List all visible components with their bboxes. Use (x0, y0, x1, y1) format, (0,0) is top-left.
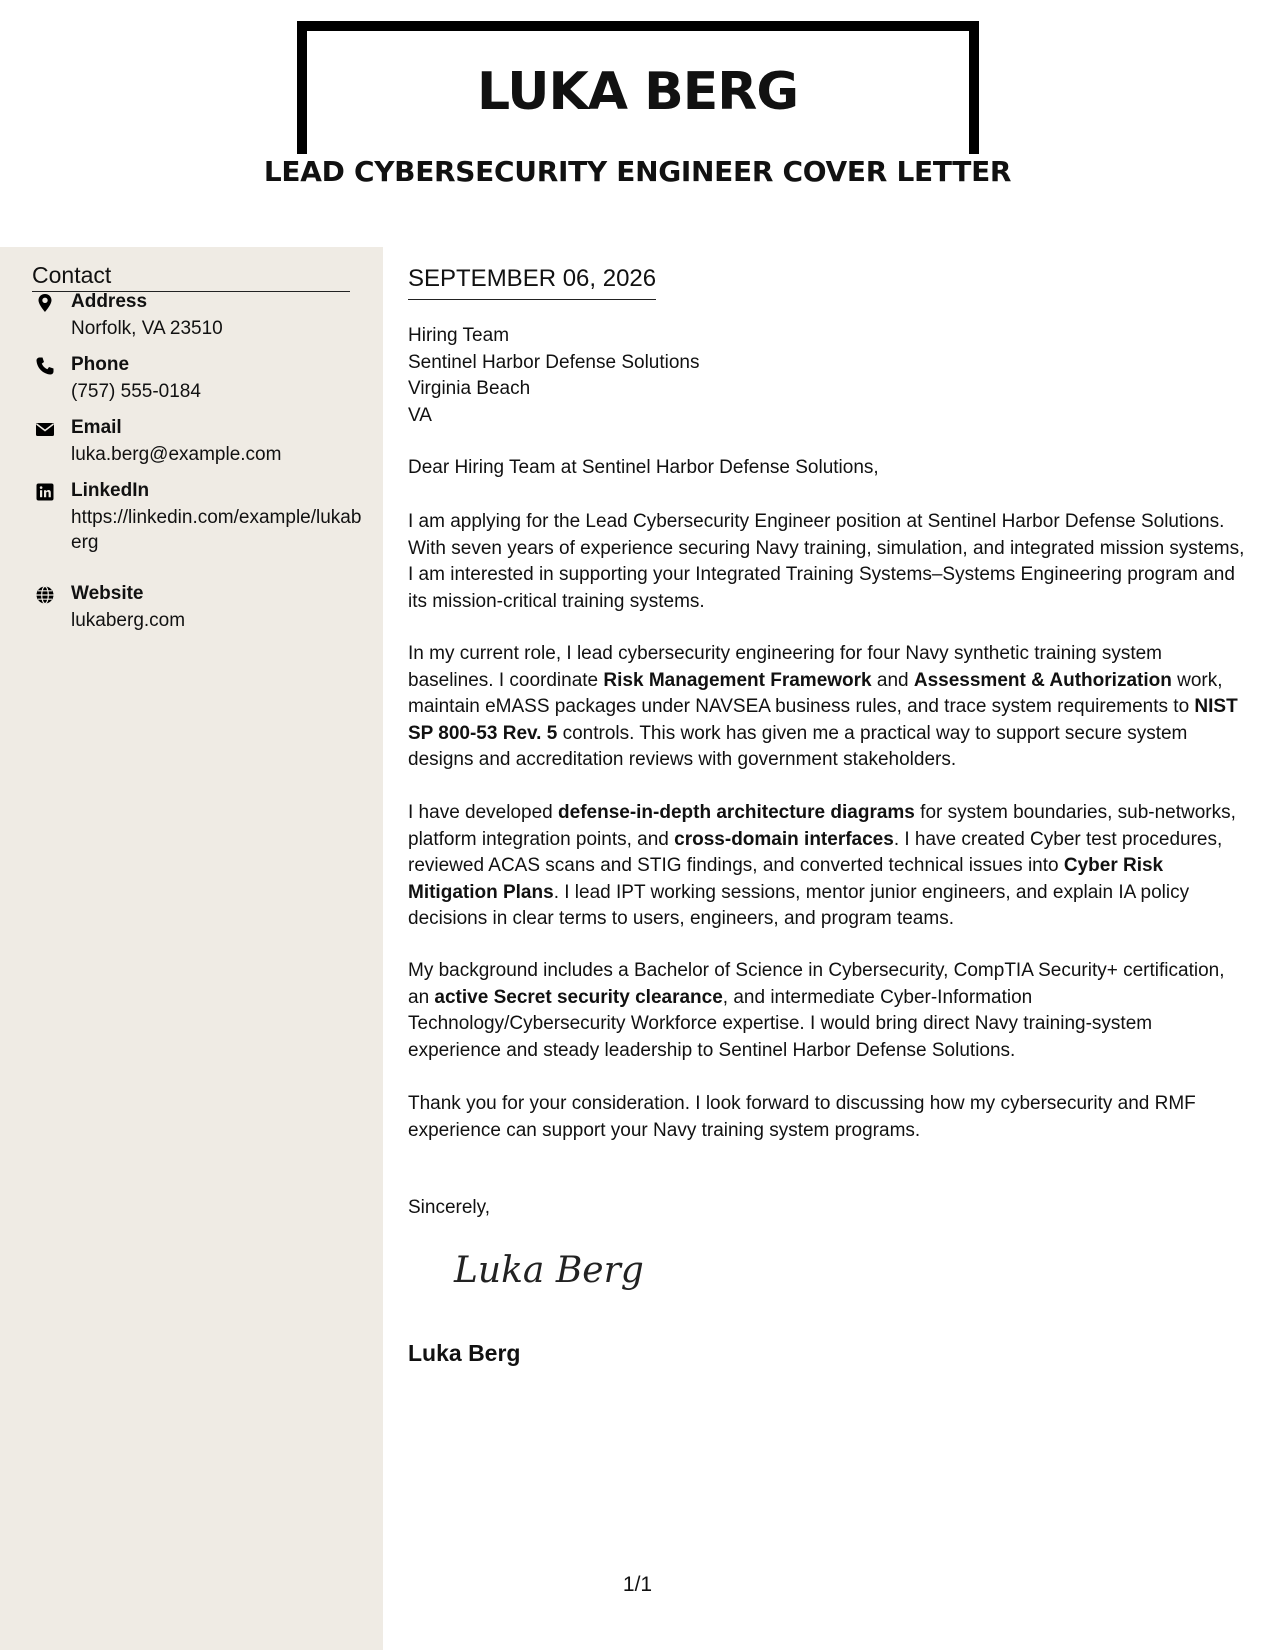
linkedin-icon (35, 482, 55, 502)
paragraph-text: and (871, 669, 914, 691)
contact-linkedin (32, 480, 362, 555)
contact-phone (32, 354, 362, 404)
paragraph-text: I am applying for the Lead Cybersecurity Engineer position at Sentinel Harbor Defense Solutions. With seven years of experience securing Navy training, simulation, and integrated mission systems, I am interested in supporting your Integrated Training Systems–Systems Engineering program and its mission-critical training systems. (408, 511, 1245, 612)
linkedin-value[interactable]: https://linkedin.com/example/lukaberg (71, 507, 362, 553)
map-pin-icon (35, 293, 55, 313)
website-label: Website (71, 583, 144, 604)
paragraph-text: , and intermediate Cyber-Information Technology/Cybersecurity Workforce expertise. I would bring direct Navy training-system experience and steady leadership to Sentinel Harbor Defense Solutions. (408, 986, 1153, 1061)
page-number: 1/1 (622, 1573, 653, 1596)
emphasized-text: defense-in-depth architecture diagrams (558, 802, 915, 823)
paragraph-text: controls. This work has given me a practical way to support secure system designs and accreditation reviews with government stakeholders. (408, 722, 1188, 770)
linkedin-label: LinkedIn (71, 480, 150, 501)
phone-value: (757) 555-0184 (71, 381, 201, 402)
closing: Sincerely, (408, 1197, 491, 1218)
body-paragraph (408, 958, 1248, 1064)
handwritten-signature: Luka Berg (454, 1250, 644, 1291)
paragraph-text: My background includes a Bachelor of Science in Cybersecurity, CompTIA Security+ certification, an (408, 960, 1225, 1008)
recipient-line: Hiring Team (408, 325, 510, 346)
salutation: Dear Hiring Team at Sentinel Harbor Defense Solutions, (408, 457, 879, 478)
emphasized-text: active Secret security clearance (434, 986, 723, 1008)
paragraph-text: for system boundaries, sub-networks, platform integration points, and (408, 802, 1236, 850)
contact-website (32, 583, 362, 633)
paragraph-text: work, maintain eMASS packages under NAVSEA business rules, and trace system requirements to (408, 669, 1223, 717)
contact-email (32, 417, 362, 467)
globe-icon (35, 585, 55, 605)
address-value: Norfolk, VA 23510 (71, 318, 223, 339)
recipient-line: VA (408, 404, 432, 426)
phone-label: Phone (71, 354, 130, 375)
applicant-name: LUKA BERG (476, 62, 799, 122)
signer-name: Luka Berg (408, 1340, 521, 1366)
emphasized-text: NIST SP 800-53 Rev. 5 (408, 696, 1238, 744)
phone-icon (35, 356, 55, 376)
paragraph-text: In my current role, I lead cybersecurity engineering for four Navy synthetic training system baselines. I coordinate (408, 643, 1162, 691)
contact-heading: Contact (32, 262, 350, 292)
body-paragraph (408, 800, 1248, 933)
document-title: LEAD CYBERSECURITY ENGINEER COVER LETTER (263, 155, 1012, 188)
letter-date: SEPTEMBER 06, 2026 (408, 265, 656, 300)
email-label: Email (71, 417, 122, 438)
recipient-line: Virginia Beach (408, 378, 531, 399)
body-paragraph (408, 1091, 1248, 1144)
recipient-line: Sentinel Harbor Defense Solutions (408, 351, 700, 373)
paragraph-text: . I have created Cyber test procedures, reviewed ACAS scans and STIG findings, and converted technical issues into (408, 828, 1223, 876)
paragraph-text: . I lead IPT working sessions, mentor junior engineers, and explain IA policy decisions in clear terms to users, engineers, and program teams. (408, 881, 1190, 929)
body-paragraph (408, 641, 1248, 774)
website-value[interactable]: lukaberg.com (71, 610, 186, 631)
body-paragraph (408, 509, 1248, 615)
emphasized-text: Cyber Risk Mitigation Plans (408, 855, 1164, 903)
paragraph-text: Thank you for your consideration. I look forward to discussing how my cybersecurity and RMF experience can support your Navy training system programs. (408, 1093, 1196, 1141)
paragraph-text: I have developed (408, 802, 559, 823)
emphasized-text: cross-domain interfaces (674, 828, 894, 850)
contact-address (32, 291, 362, 341)
emphasized-text: Risk Management Framework (603, 669, 872, 691)
email-value[interactable]: luka.berg@example.com (71, 444, 282, 465)
address-label: Address (71, 291, 148, 312)
emphasized-text: Assessment & Authorization (913, 669, 1172, 691)
recipient-block (408, 323, 700, 429)
envelope-icon (35, 419, 55, 439)
